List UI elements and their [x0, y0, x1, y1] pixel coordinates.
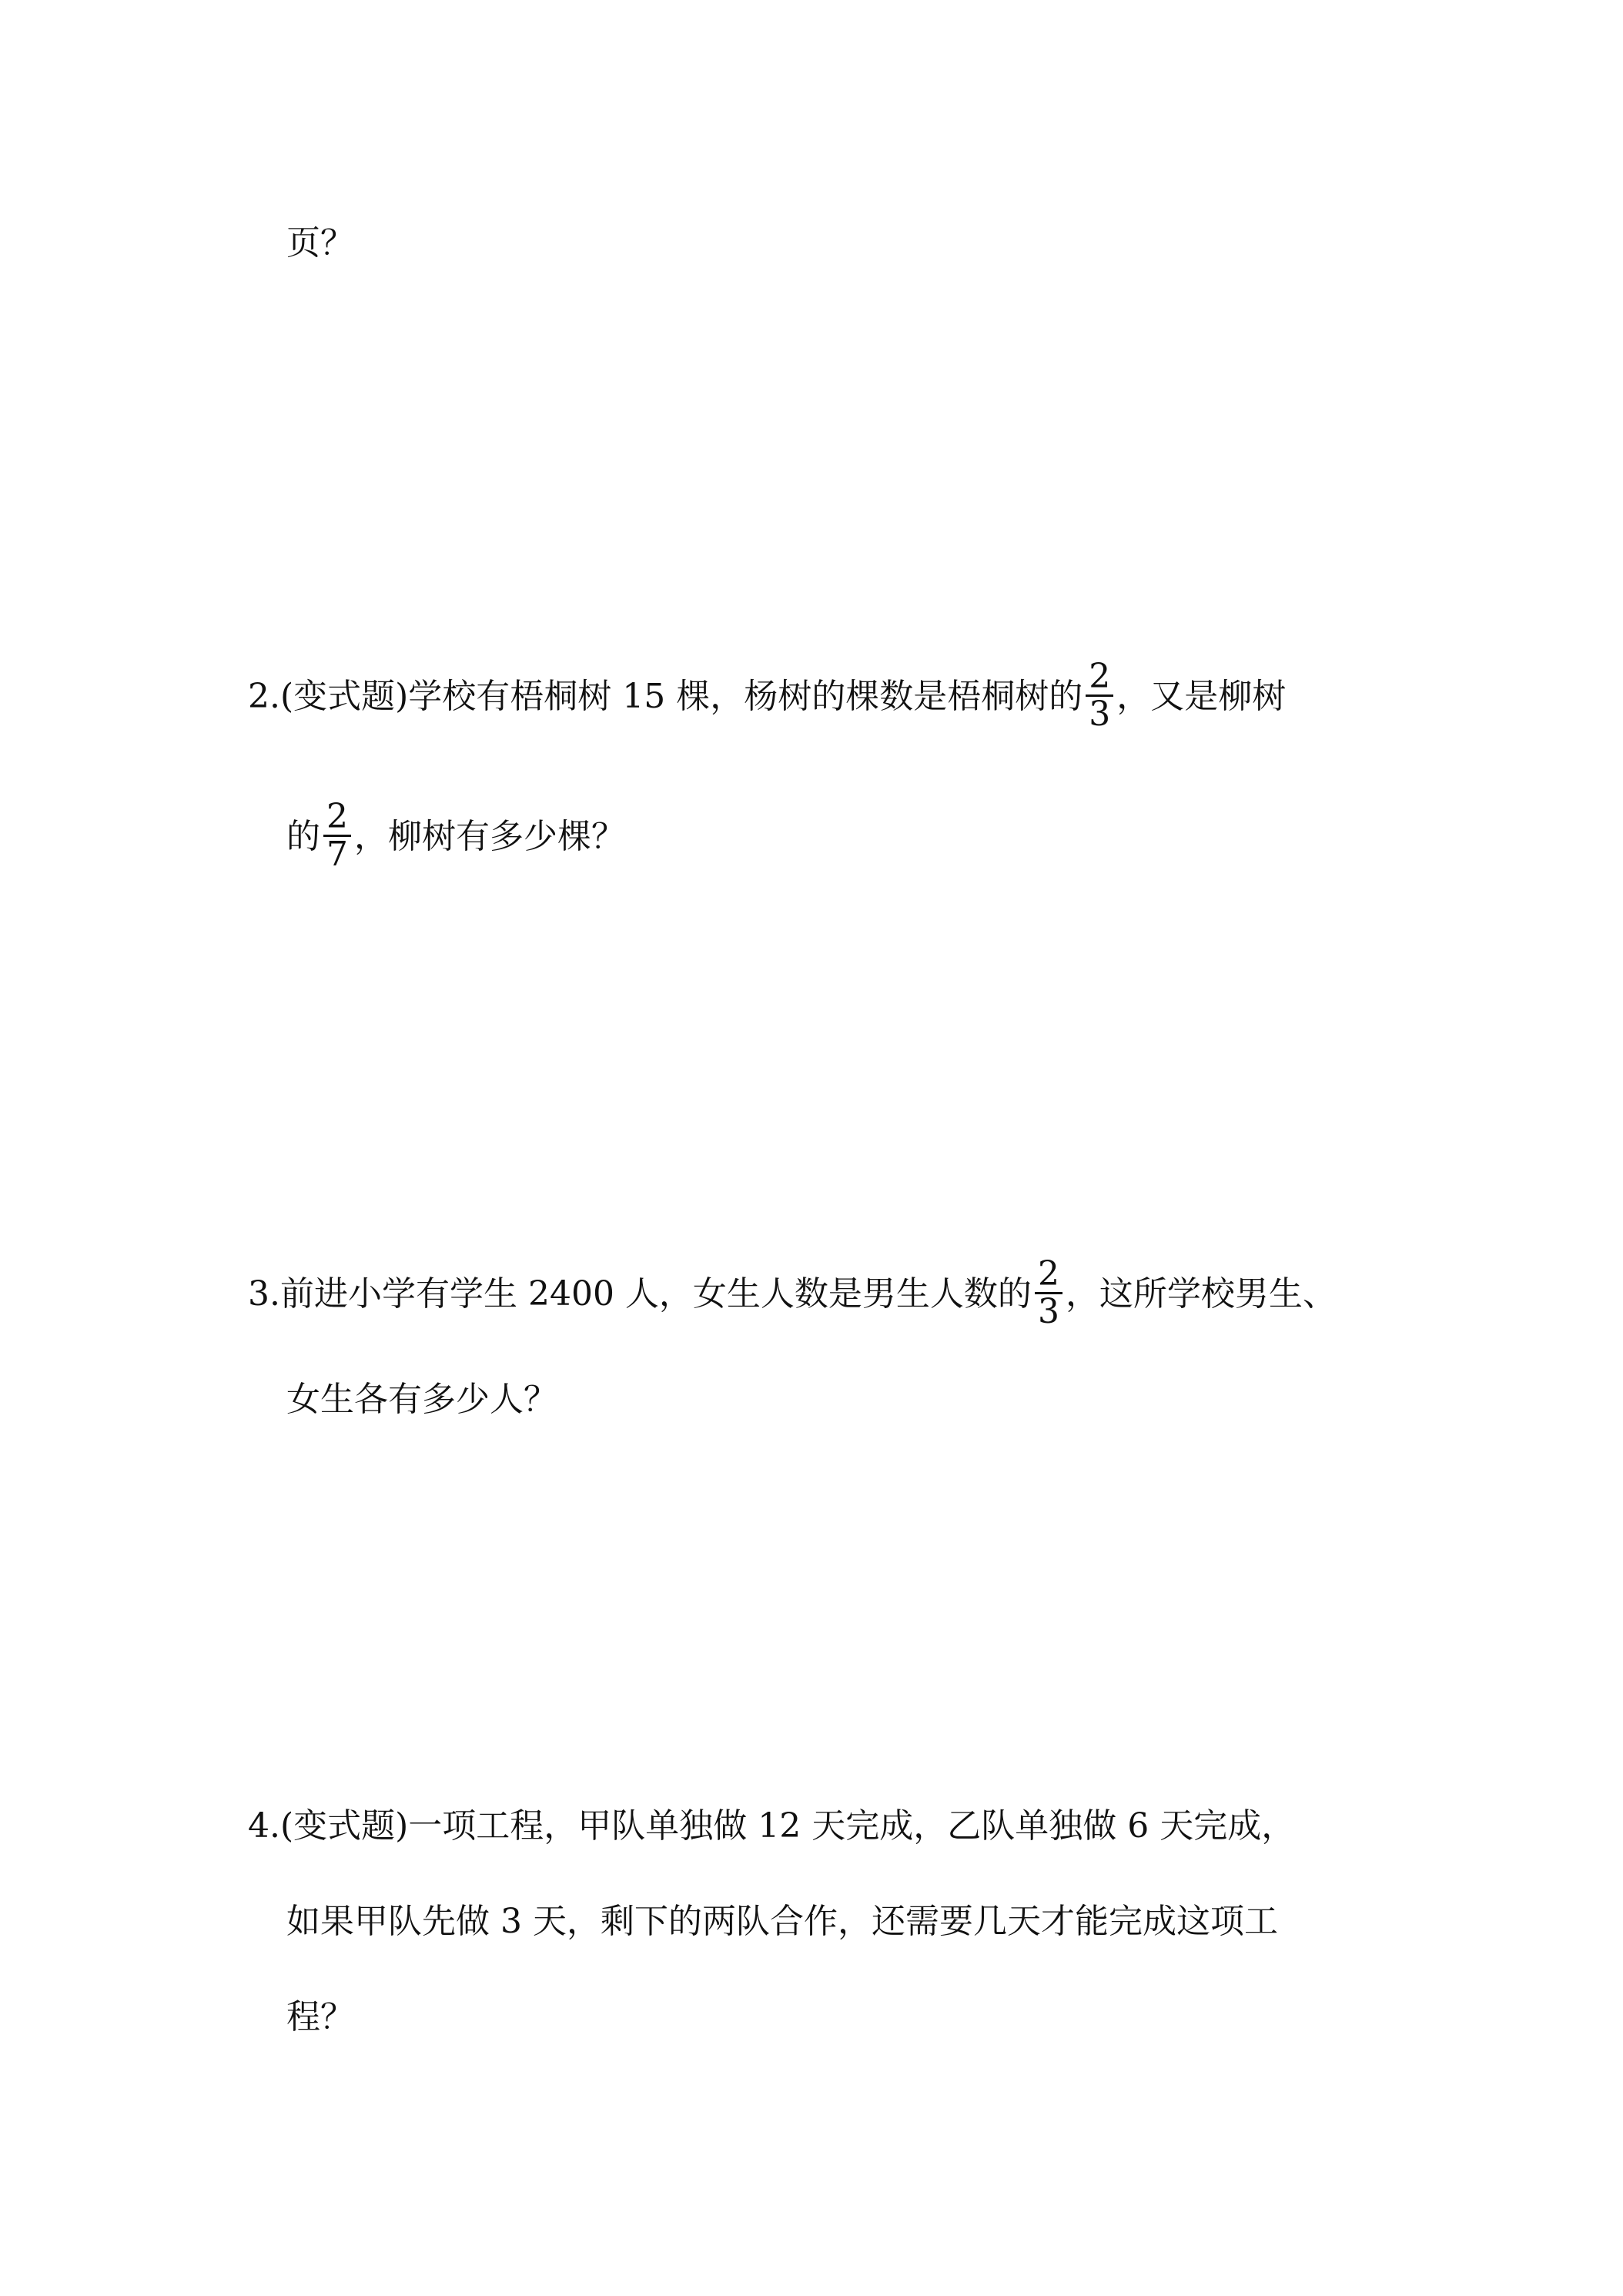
problem-3-line-1: 3.前进小学有学生 2400 人，女生人数是男生人数的 $\frac{2}{3}$ ，这所学校男生、 [248, 1254, 1337, 1331]
fraction-two-sevenths: $\frac{2}{7}$ [323, 799, 351, 872]
problem-4-line-1: 4.(变式题)一项工程，甲队单独做 12 天完成，乙队单独做 6 天完成， [248, 1806, 1296, 1846]
problem-2-line-1: 2.(变式题)学校有梧桐树 15 棵，杨树的棵数是梧桐树的 $\frac{2}{3}$ ，又是柳树 [248, 657, 1287, 734]
problem-2-line-2: 的 $\frac{2}{7}$ ，柳树有多少棵？ [286, 797, 625, 874]
problem-3-line-2: 女生各有多少人？ [286, 1380, 557, 1419]
fraction-two-thirds: $\frac{2}{3}$ [1035, 1257, 1062, 1330]
problem-4-line-2: 如果甲队先做 3 天，剩下的两队合作，还需要几天才能完成这项工 [286, 1902, 1278, 1941]
continuation-text: 页？ [286, 223, 354, 263]
problem-4-line-3: 程？ [286, 1997, 354, 2037]
fraction-two-thirds: $\frac{2}{3}$ [1086, 659, 1113, 732]
